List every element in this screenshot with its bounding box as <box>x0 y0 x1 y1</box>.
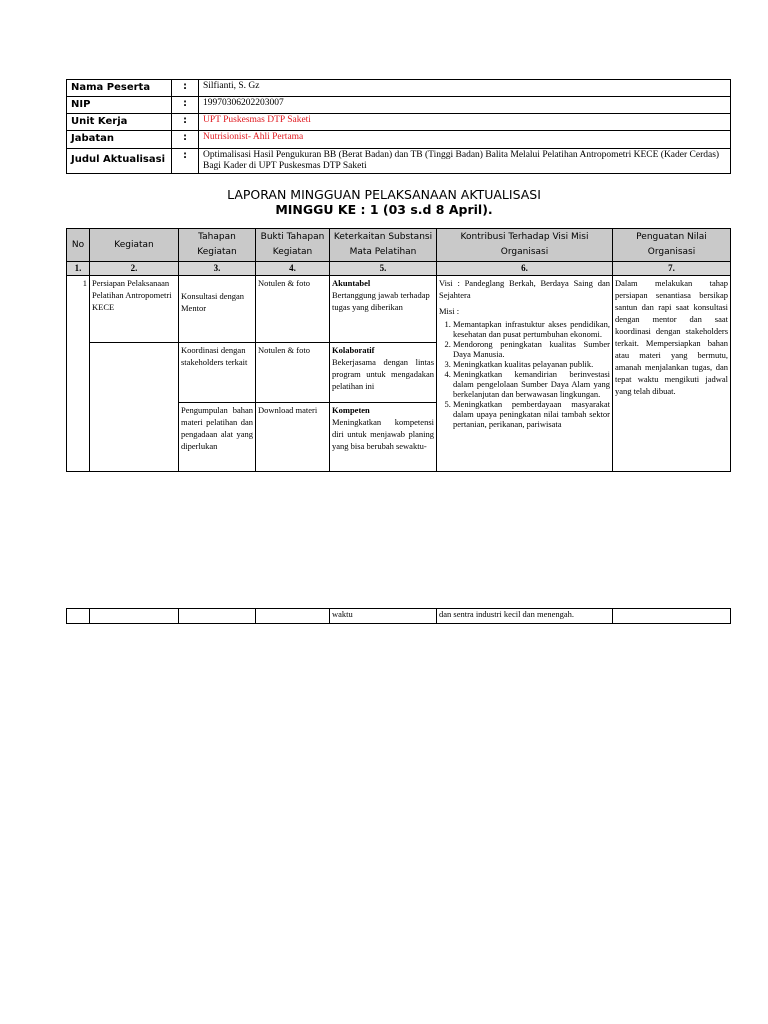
empty-cell <box>179 609 256 624</box>
column-number: 2. <box>90 262 179 276</box>
nilai-label: Kompeten <box>332 405 370 415</box>
info-value: Optimalisasi Hasil Pengukuran BB (Berat Badan) dan TB (Tinggi Badan) Balita Melalui Pelatihan Antropometri KECE (Kader Cerdas) Bagi Kader di UPT Puskesmas DTP Saketi <box>199 149 731 174</box>
row-number: 1 <box>67 276 90 472</box>
misi-item: 5. Meningkatkan pemberdayaan masyarakat dalam upaya peningkatan nilai tambah sektor pertanian, perikanan, pariwisata <box>453 399 610 429</box>
info-value: Silfianti, S. Gz <box>199 80 731 97</box>
header-bukti: Bukti Tahapan Kegiatan <box>256 229 330 262</box>
header-kegiatan: Kegiatan <box>90 229 179 262</box>
nilai-description: Bekerjasama dengan lintas program untuk mengadakan pelatihan ini <box>332 357 434 391</box>
info-label: Unit Kerja <box>67 114 172 131</box>
misi-item: 4. Meningkatkan kemandirian berinvestasi dalam pengelolaan Sumber Daya Alam yang berkelanjutan dan berwawasan lingkungan. <box>453 369 610 399</box>
column-number: 4. <box>256 262 330 276</box>
column-number: 6. <box>437 262 613 276</box>
info-separator: : <box>172 97 199 114</box>
keterkaitan-cell <box>330 403 437 472</box>
misi-list <box>439 319 610 429</box>
kegiatan-cell-empty <box>90 343 179 472</box>
info-label: NIP <box>67 97 172 114</box>
tahapan-cell: Pengumpulan bahan materi pelatihan dan pengadaan alat yang diperlukan <box>179 403 256 472</box>
nilai-label: Kolaboratif <box>332 345 375 355</box>
misi-item: 3. Meningkatkan kualitas pelayanan publik. <box>453 359 610 369</box>
tahapan-cell: Konsultasi dengan Mentor <box>179 276 256 343</box>
column-number: 1. <box>67 262 90 276</box>
info-label: Judul Aktualisasi <box>67 149 172 174</box>
info-row-unit-kerja <box>67 114 731 131</box>
header-tahapan: Tahapan Kegiatan <box>179 229 256 262</box>
info-value: Nutrisionist- Ahli Pertama <box>199 131 731 149</box>
tahapan-cell: Koordinasi dengan stakeholders terkait <box>179 343 256 403</box>
empty-cell <box>613 609 731 624</box>
header-kontribusi: Kontribusi Terhadap Visi Misi Organisasi <box>437 229 613 262</box>
info-row-jabatan <box>67 131 731 149</box>
column-number: 3. <box>179 262 256 276</box>
info-label: Nama Peserta <box>67 80 172 97</box>
empty-cell <box>90 609 179 624</box>
report-title: LAPORAN MINGGUAN PELAKSANAAN AKTUALISASI <box>227 187 541 202</box>
misi-item: 2. Mendorong peningkatan kualitas Sumber Daya Manusia. <box>453 339 610 359</box>
activity-table <box>66 228 731 472</box>
participant-info-table <box>66 79 731 174</box>
empty-cell <box>256 609 330 624</box>
misi-label: Misi : <box>439 306 460 316</box>
header-no: No <box>67 229 90 262</box>
info-value: 19970306202203007 <box>199 97 731 114</box>
kontribusi-cell <box>437 276 613 472</box>
activity-table-continuation <box>66 608 731 624</box>
visi-text: Visi : Pandeglang Berkah, Berdaya Saing dan Sejahtera <box>439 278 610 300</box>
table-header-row <box>67 229 731 262</box>
kontribusi-continued: dan sentra industri kecil dan menengah. <box>437 609 613 624</box>
info-separator: : <box>172 149 199 174</box>
table-row <box>67 609 731 624</box>
info-separator: : <box>172 114 199 131</box>
table-row <box>67 276 731 343</box>
kegiatan-cell: Persiapan Pelaksanaan Pelatihan Antropometri KECE <box>90 276 179 343</box>
nilai-description: Meningkatkan kompetensi diri untuk menjawab planing yang bisa berubah sewaktu- <box>332 417 434 451</box>
info-row-judul <box>67 149 731 174</box>
info-row-nip <box>67 97 731 114</box>
bukti-cell: Notulen & foto <box>256 276 330 343</box>
nilai-label: Akuntabel <box>332 278 371 288</box>
report-subtitle: MINGGU KE : 1 (03 s.d 8 April). <box>275 202 493 217</box>
keterkaitan-cell <box>330 276 437 343</box>
bukti-cell: Download materi <box>256 403 330 472</box>
info-separator: : <box>172 80 199 97</box>
info-label: Jabatan <box>67 131 172 149</box>
column-number: 7. <box>613 262 731 276</box>
column-number: 5. <box>330 262 437 276</box>
header-penguatan: Penguatan Nilai Organisasi <box>613 229 731 262</box>
misi-item: 1. Memantapkan infrastuktur akses pendidikan, kesehatan dan pusat pertumbuhan ekonomi. <box>453 319 610 339</box>
empty-cell <box>67 609 90 624</box>
column-number-row <box>67 262 731 276</box>
info-row-nama <box>67 80 731 97</box>
penguatan-cell: Dalam melakukan tahap persiapan senantiasa bersikap santun dan rapi saat konsultasi dengan mentor dan saat koordinasi dengan stakeholders terkait. Mempersiapkan bahan atau materi yang bermutu, amanah menjalankan tugas, dan tepat waktu mengikuti jadwal yang telah dibuat. <box>613 276 731 472</box>
keterkaitan-cell <box>330 343 437 403</box>
nilai-description: Bertanggung jawab terhadap tugas yang diberikan <box>332 290 430 312</box>
info-separator: : <box>172 131 199 149</box>
header-keterkaitan: Keterkaitan Substansi Mata Pelatihan <box>330 229 437 262</box>
keterkaitan-continued: waktu <box>330 609 437 624</box>
bukti-cell: Notulen & foto <box>256 343 330 403</box>
info-value: UPT Puskesmas DTP Saketi <box>199 114 731 131</box>
